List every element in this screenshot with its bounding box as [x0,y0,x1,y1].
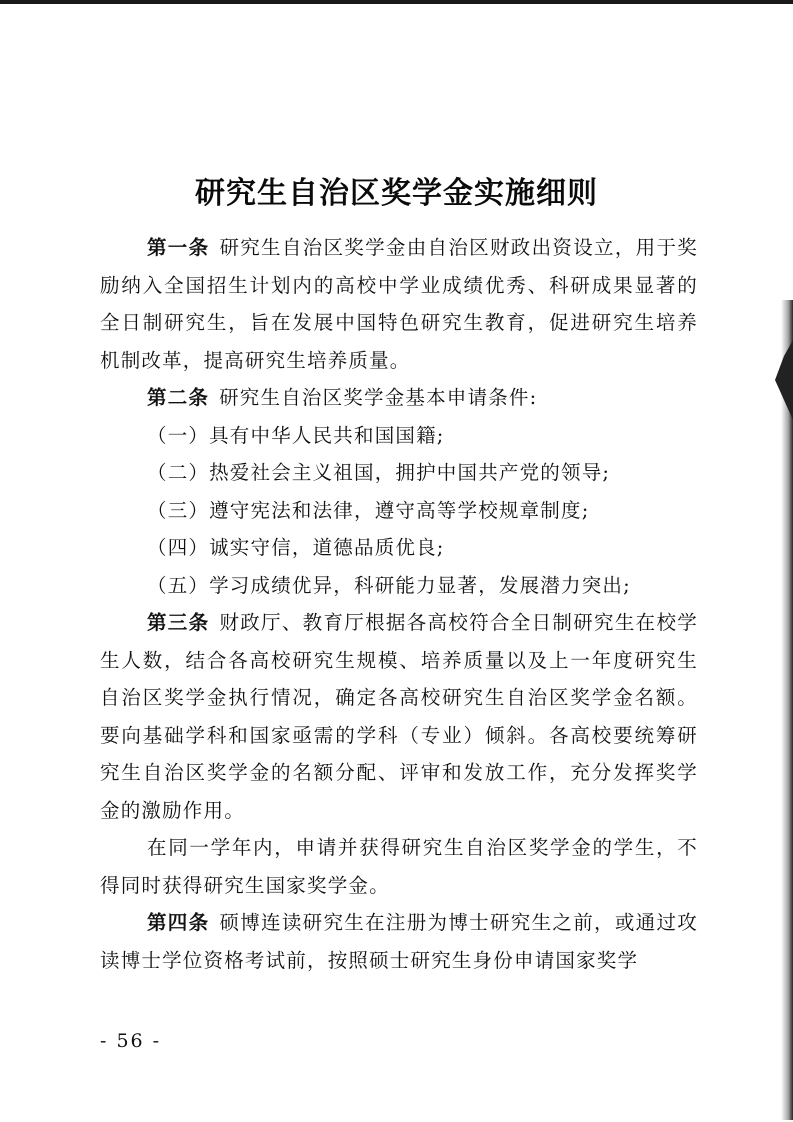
article-1-text: 研究生自治区奖学金由自治区财政出资设立，用于奖励纳入全国招生计划内的高校中学业成绩优秀、科研成果显著的全日制研究生，旨在发展中国特色研究生教育，促进研究生培养机制改革，提高研究生培养质量。 [100,236,698,372]
article-4 [100,904,698,979]
article-3-text: 财政厅、教育厅根据各高校符合全日制研究生在校学生人数，结合各高校研究生规模、培养质量以及上一年度研究生自治区奖学金执行情况，确定各高校研究生自治区奖学金名额。要向基础学科和国家亟需的学科（专业）倾斜。各高校要统筹研究生自治区奖学金的名额分配、评审和发放工作，充分发挥奖学金的激励作用。 [100,611,698,822]
document-body [100,229,698,979]
page-title: 研究生自治区奖学金实施细则 [195,176,598,212]
article-2-item-4: （四）诚实守信，道德品质优良; [147,536,445,559]
article-2-item-1: （一）具有中华人民共和国国籍; [147,423,445,447]
page-number: - 56 - [100,1030,162,1052]
article-1 [100,229,698,379]
article-2-label: 第二条 [147,386,210,409]
scan-edge-top [0,0,793,4]
article-4-label: 第四条 [147,911,210,934]
article-3 [100,604,698,829]
article-2-item-5: （五）学习成绩优异，科研能力显著，发展潜力突出; [147,573,631,597]
article-2-item-2: （二）热爱社会主义祖国，拥护中国共产党的领导; [147,461,611,484]
article-3-extra: 在同一学年内，申请并获得研究生自治区奖学金的学生，不得同时获得研究生国家奖学金。 [100,836,698,897]
article-2-item-3: （三）遵守宪法和法律，遵守高等学校规章制度; [147,498,590,522]
article-4-text: 硕博连读研究生在注册为博士研究生之前，或通过攻读博士学位资格考试前，按照硕士研究生身份申请国家奖学 [100,911,698,972]
article-2-text: 研究生自治区奖学金基本申请条件: [219,386,538,409]
article-2 [100,379,698,417]
scan-edge-right [781,300,793,1120]
article-1-label: 第一条 [147,236,210,259]
article-3-label: 第三条 [147,611,210,634]
